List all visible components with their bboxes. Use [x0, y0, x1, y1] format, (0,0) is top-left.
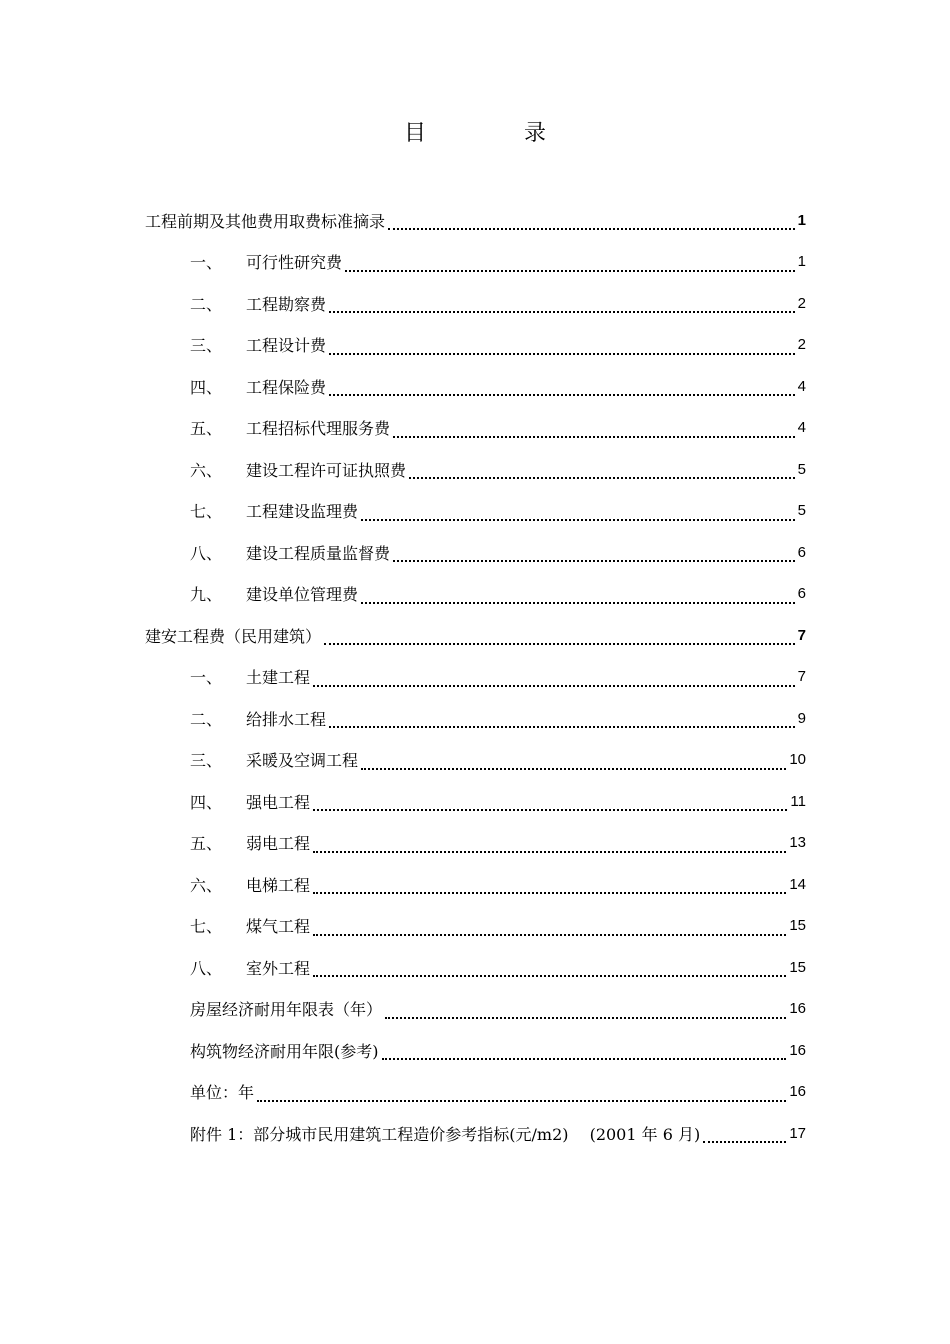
toc-entry-label: 工程招标代理服务费	[246, 419, 391, 438]
toc-entry-page-number: 6	[797, 543, 806, 561]
toc-entry-number: 二、	[190, 294, 223, 314]
toc-entry-label: 建安工程费（民用建筑）	[145, 626, 322, 646]
toc-entry-page-number: 15	[789, 917, 806, 934]
toc-entry-page-number: 1	[797, 211, 806, 229]
toc-dot-leader	[257, 1086, 786, 1102]
toc-entry[interactable]	[190, 241, 806, 283]
toc-entry[interactable]	[145, 614, 806, 656]
toc-entry-number: 二、	[190, 709, 223, 729]
toc-entry-label: 采暖及空调工程	[246, 751, 359, 770]
toc-entry-page-number: 1	[797, 253, 806, 270]
toc-entry-number: 六、	[190, 460, 223, 480]
toc-dot-leader	[345, 256, 795, 272]
toc-entry-page-number: 16	[789, 1000, 806, 1017]
toc-entry[interactable]	[190, 822, 806, 864]
toc-entry-page-number: 7	[797, 626, 806, 644]
toc-dot-leader	[361, 505, 795, 521]
toc-dot-leader	[313, 671, 795, 687]
toc-entry-page-number: 13	[789, 834, 806, 851]
toc-entry-page-number: 11	[790, 792, 806, 810]
toc-entry-number: 八、	[190, 958, 223, 978]
toc-entry-label: 工程保险费	[246, 377, 327, 397]
toc-entry-page-number: 16	[789, 1041, 806, 1059]
toc-entry-page-number: 6	[797, 585, 806, 602]
page-title: 目 录	[403, 121, 584, 146]
toc-entry-number: 八、	[190, 543, 223, 563]
toc-entry-page-number: 10	[789, 751, 806, 768]
toc-entry[interactable]	[190, 1071, 806, 1113]
toc-entry-number: 九、	[190, 585, 223, 604]
toc-entry-page-number: 5	[797, 460, 806, 478]
toc-entry-number: 一、	[190, 668, 223, 687]
toc-entry[interactable]	[190, 1112, 806, 1154]
toc-entry[interactable]	[190, 324, 806, 366]
toc-entry[interactable]	[145, 199, 806, 241]
toc-entry-number: 五、	[190, 834, 223, 853]
toc-entry-label: 工程勘察费	[246, 294, 327, 314]
toc-entry-label: 土建工程	[246, 668, 311, 687]
toc-entry[interactable]	[190, 573, 806, 615]
toc-entry-number: 三、	[190, 751, 223, 770]
toc-entry-label: 建设单位管理费	[246, 585, 359, 604]
toc-dot-leader	[313, 920, 786, 936]
toc-entry-number: 三、	[190, 336, 223, 355]
toc-dot-leader	[361, 754, 786, 770]
toc-entry[interactable]	[190, 282, 806, 324]
toc-entry-number: 五、	[190, 419, 223, 438]
toc-entry-number: 七、	[190, 502, 223, 521]
toc-dot-leader	[393, 422, 795, 438]
toc-dot-leader	[385, 1003, 786, 1019]
toc-entry-label: 给排水工程	[246, 709, 327, 729]
toc-entry-number: 七、	[190, 917, 223, 936]
toc-entry-label: 工程前期及其他费用取费标准摘录	[145, 211, 386, 231]
toc-entry[interactable]	[190, 656, 806, 698]
toc-dot-leader	[361, 588, 795, 604]
toc-dot-leader	[313, 795, 787, 811]
toc-entry-number: 四、	[190, 377, 223, 397]
toc-entry-label: 工程设计费	[246, 336, 327, 355]
toc-entry-label: 弱电工程	[246, 834, 311, 853]
toc-entry[interactable]	[190, 988, 806, 1030]
toc-dot-leader	[324, 629, 795, 645]
toc-entry[interactable]	[190, 697, 806, 739]
toc-entry-number: 一、	[190, 253, 223, 272]
toc-entry[interactable]	[190, 739, 806, 781]
toc-entry-page-number: 17	[789, 1124, 806, 1142]
toc-entry[interactable]	[190, 946, 806, 988]
toc-entry-label: 电梯工程	[246, 875, 311, 895]
toc-dot-leader	[313, 961, 786, 977]
toc-entry-label: 煤气工程	[246, 917, 311, 936]
toc-dot-leader	[329, 380, 795, 396]
toc-entry[interactable]	[190, 490, 806, 532]
toc-dot-leader	[313, 837, 786, 853]
toc-entry[interactable]	[190, 863, 806, 905]
toc-entry-label: 室外工程	[246, 958, 311, 978]
toc-entry-page-number: 2	[797, 294, 806, 312]
toc-dot-leader	[382, 1044, 787, 1060]
toc-entry-page-number: 14	[789, 875, 806, 893]
toc-entry-number: 六、	[190, 875, 223, 895]
toc-entry-label: 房屋经济耐用年限表（年）	[190, 1000, 383, 1019]
toc-dot-leader	[329, 339, 795, 355]
toc-dot-leader	[329, 712, 795, 728]
toc-entry[interactable]	[190, 780, 806, 822]
toc-entry[interactable]	[190, 407, 806, 449]
toc-entry-label: 单位：年	[190, 1083, 255, 1102]
toc-entry[interactable]	[190, 1029, 806, 1071]
toc-dot-leader	[388, 214, 795, 230]
toc-entry-page-number: 2	[797, 336, 806, 353]
toc-entry[interactable]	[190, 365, 806, 407]
toc-entry-page-number: 9	[797, 709, 806, 727]
toc-entry-label: 强电工程	[246, 792, 311, 812]
toc-entry-page-number: 15	[789, 958, 806, 976]
toc-dot-leader	[313, 878, 786, 894]
toc-dot-leader	[329, 297, 795, 313]
toc-dot-leader	[703, 1127, 786, 1143]
toc-entry-page-number: 5	[797, 502, 806, 519]
toc-entry-label: 建设工程许可证执照费	[246, 460, 407, 480]
toc-entry-label: 可行性研究费	[246, 253, 343, 272]
toc-entry-number: 四、	[190, 792, 223, 812]
toc-entry-page-number: 4	[797, 419, 806, 436]
toc-dot-leader	[393, 546, 795, 562]
toc-entry[interactable]	[190, 531, 806, 573]
toc-entry-label: 建设工程质量监督费	[246, 543, 391, 563]
toc-entry-label: 附件 1：部分城市民用建筑工程造价参考指标(元/m2) (2001 年 6 月)	[190, 1124, 701, 1144]
toc-dot-leader	[409, 463, 795, 479]
toc-entry[interactable]	[190, 448, 806, 490]
toc-entry-page-number: 7	[797, 668, 806, 685]
toc-entry-page-number: 4	[797, 377, 806, 395]
toc-entry[interactable]	[190, 905, 806, 947]
toc-entry-page-number: 16	[789, 1083, 806, 1100]
toc-entry-label: 工程建设监理费	[246, 502, 359, 521]
toc-entry-label: 构筑物经济耐用年限(参考)	[190, 1041, 379, 1061]
